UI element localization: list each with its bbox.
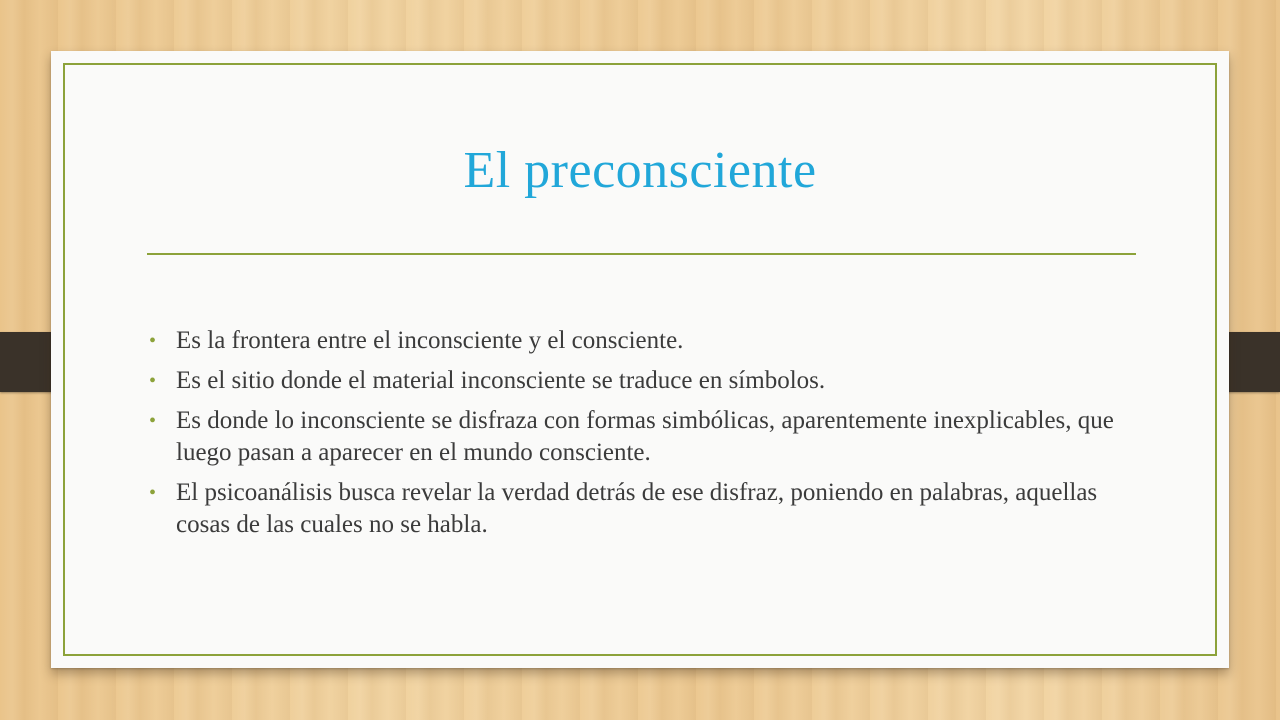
bullet-item [147,405,1117,469]
bullet-icon: • [149,410,157,432]
bullet-text: El psicoanálisis busca revelar la verdad detrás de ese disfraz, poniendo en palabras, aquellas cosas de las cuales no se habla. [176,479,1098,538]
bullet-list [147,325,1117,549]
bullet-item [147,325,1117,357]
slide-paper [51,51,1229,668]
bullet-text: Es donde lo inconsciente se disfraza con formas simbólicas, aparentemente inexplicables, que luego pasan a aparecer en el mundo consciente. [176,407,1114,466]
bullet-item [147,477,1117,541]
title-divider [147,253,1136,255]
bullet-icon: • [149,482,157,504]
bullet-item [147,365,1117,397]
bullet-text: Es el sitio donde el material inconsciente se traduce en símbolos. [176,367,826,394]
slide-title: El preconsciente [463,142,817,199]
bullet-text: Es la frontera entre el inconsciente y el consciente. [176,327,684,354]
bullet-icon: • [149,330,157,352]
bullet-icon: • [149,370,157,392]
